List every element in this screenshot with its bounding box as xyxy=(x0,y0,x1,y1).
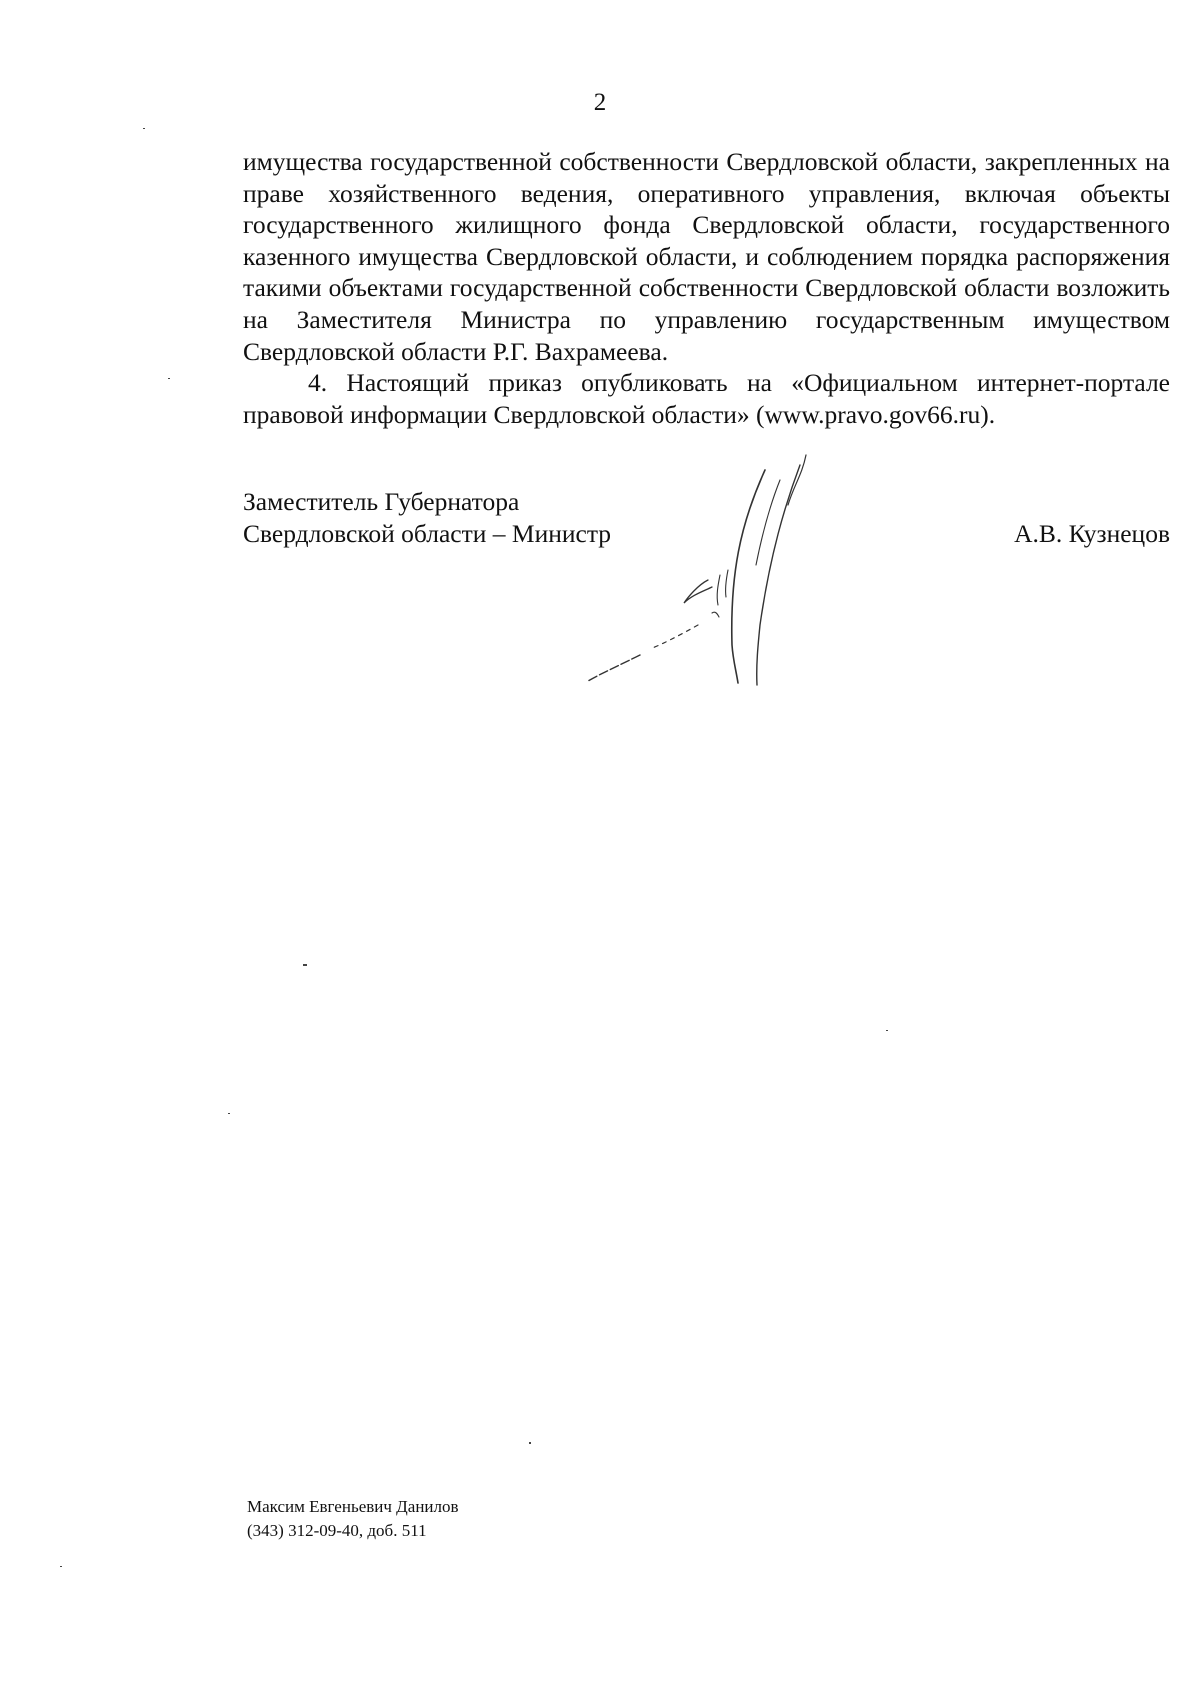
signer-position-line-1: Заместитель Губернатора xyxy=(243,487,520,516)
scan-speck xyxy=(60,1566,62,1567)
scan-speck xyxy=(303,964,307,966)
page-number: 2 xyxy=(593,89,607,116)
scan-speck xyxy=(886,1030,888,1031)
handwritten-signature xyxy=(580,445,900,695)
scan-speck xyxy=(529,1442,531,1444)
paragraph-continuation: имущества государственной собственности Свердловской области, закрепленных на праве хозяйственного ведения, оперативного управления, включая объекты государственного жилищного фонда Свердловской области, государственного казенного имущества Свердловской области, и соблюдением порядка распоряжения такими объектами государственной собственности Свердловской области возложить на Заместителя Министра по управлению государственным имуществом Свердловской области Р.Г. Вахрамеева. xyxy=(243,147,1170,366)
signer-position-line-2: Свердловской области – Министр xyxy=(243,518,612,548)
executor-phone: (343) 312-09-40, доб. 511 xyxy=(247,1521,427,1540)
document-body xyxy=(243,146,1170,430)
scan-speck xyxy=(143,128,145,129)
scan-speck xyxy=(168,378,170,379)
executor-info xyxy=(247,1495,459,1543)
scan-speck xyxy=(228,1113,230,1114)
signer-name: А.В. Кузнецов xyxy=(1014,518,1170,548)
executor-name: Максим Евгеньевич Данилов xyxy=(247,1497,459,1516)
paragraph-item-4: 4. Настоящий приказ опубликовать на «Официальном интернет-портале правовой информации Свердловской области» (www.pravo.gov66.ru). xyxy=(243,368,1170,429)
